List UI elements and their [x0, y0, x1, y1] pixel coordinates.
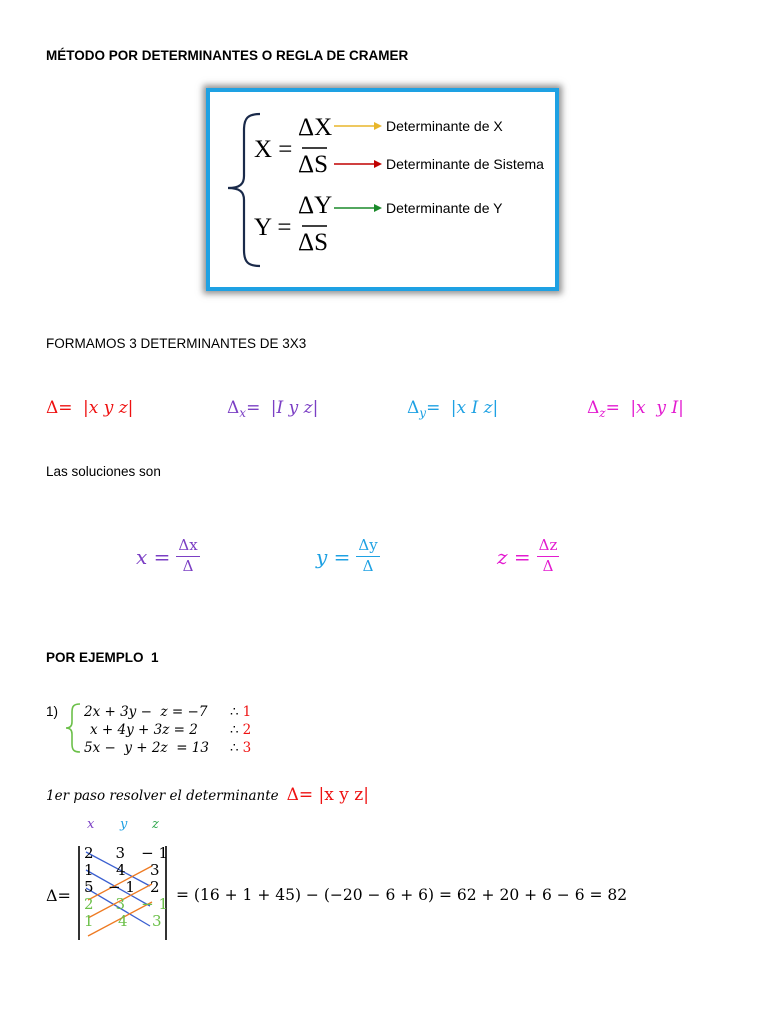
system-eq-2-therefore: ∴ — [230, 722, 239, 738]
paso1-text: 1er paso resolver el determinante — [46, 788, 279, 804]
matrix-cell: 5 — [84, 878, 94, 896]
matrix-cell: 3 — [150, 861, 160, 879]
paso1 — [46, 785, 369, 805]
cramer-rule-box — [206, 88, 559, 291]
det-delta-z-body: |x y I| — [630, 398, 684, 418]
matrix-row-2 — [84, 862, 168, 879]
det-delta-z-sub: z — [599, 406, 606, 421]
system-eq-2 — [84, 721, 264, 739]
matrix-cell: 2 — [84, 844, 94, 862]
det-delta-z-sym: Δ — [587, 398, 600, 418]
solution-y — [316, 538, 380, 575]
solution-y-fraction — [356, 538, 379, 575]
label-det-x: Determinante de X — [386, 118, 503, 134]
x-lhs: X = — [254, 136, 293, 163]
solution-z — [497, 538, 559, 575]
matrix-cell: − 1 — [108, 878, 135, 896]
matrix-cell: 1 — [84, 912, 94, 930]
solution-x-num: Δx — [178, 536, 198, 554]
det-delta — [46, 398, 133, 418]
matrix-row-3 — [84, 879, 168, 896]
matrix-cell: 3 — [115, 844, 126, 862]
x-numerator: ΔX — [298, 114, 333, 141]
solution-y-den: Δ — [362, 557, 374, 576]
det-delta-x-sym: Δ — [227, 398, 240, 418]
matrix-header-x: x — [87, 817, 95, 832]
cramer-diagram — [210, 92, 555, 287]
system-eq-2-number: 2 — [242, 722, 252, 738]
det-delta-sym: Δ= — [46, 398, 73, 418]
system-eq-3-text: 5x − y + 2z = 13 — [84, 740, 209, 756]
matrix-row-1 — [84, 845, 168, 862]
solution-x — [136, 538, 200, 575]
matrix-cell: − 1 — [141, 844, 168, 862]
solution-z-fraction — [537, 538, 560, 575]
det-delta-y-body: |x I z| — [450, 398, 499, 418]
system-eq-1-therefore: ∴ — [230, 704, 239, 720]
solution-x-lhs: x = — [136, 544, 171, 569]
matrix-header-y: y — [120, 817, 128, 832]
matrix-cell: 1 — [84, 861, 94, 879]
matrix-cell: 3 — [115, 895, 126, 913]
label-det-y: Determinante de Y — [386, 200, 503, 216]
system-eq-3 — [84, 739, 264, 757]
matrix-cell: 2 — [84, 895, 94, 913]
arrow-ds-head — [374, 160, 382, 168]
system-brace — [64, 702, 84, 754]
matrix-cell: 4 — [116, 861, 126, 879]
matrix-result: = (16 + 1 + 45) − (−20 − 6 + 6) = 62 + 20 + 6 − 6 = 82 — [176, 886, 628, 904]
solution-y-lhs: y = — [316, 544, 351, 569]
matrix-delta-label: Δ= — [46, 886, 71, 905]
system-eq-1-number: 1 — [242, 704, 252, 720]
system-eq-3-number: 3 — [242, 740, 252, 756]
solution-x-den: Δ — [182, 557, 194, 576]
matrix-repeat-row-1 — [84, 896, 168, 913]
matrix-cell: 3 — [152, 912, 162, 930]
matrix-cell: 4 — [118, 912, 128, 930]
det-delta-y-eq: = — [426, 398, 441, 418]
system-eq-1 — [84, 703, 264, 721]
det-delta-x — [227, 398, 318, 420]
y-denominator: ΔS — [298, 229, 328, 256]
det-delta-x-eq: = — [246, 398, 261, 418]
solution-z-lhs: z = — [497, 544, 531, 569]
solution-y-num: Δy — [358, 536, 378, 554]
arrow-dy-head — [374, 204, 382, 212]
system-eq-2-text: x + 4y + 3z = 2 — [90, 722, 198, 738]
solution-x-fraction — [176, 538, 199, 575]
page-title: MÉTODO POR DETERMINANTES O REGLA DE CRAMER — [46, 48, 409, 63]
solution-z-num: Δz — [538, 536, 558, 554]
matrix-cell: − 1 — [141, 895, 168, 913]
system-eq-3-therefore: ∴ — [230, 740, 239, 756]
y-lhs: Y = — [254, 214, 292, 241]
x-denominator: ΔS — [298, 151, 328, 178]
paso1-det: Δ= |x y z| — [286, 785, 369, 805]
system-equations — [84, 703, 264, 757]
det-delta-z — [587, 398, 684, 420]
det-delta-y-sym: Δ — [407, 398, 420, 418]
det-delta-x-body: |I y z| — [270, 398, 319, 418]
det-delta-z-eq: = — [605, 398, 620, 418]
formamos-heading: FORMAMOS 3 DETERMINANTES DE 3X3 — [46, 336, 307, 351]
matrix-repeat-row-2 — [84, 913, 168, 930]
arrow-dx-head — [374, 122, 382, 130]
matrix-header-z: z — [152, 817, 159, 832]
matrix-body — [84, 845, 168, 930]
soluciones-text: Las soluciones son — [46, 464, 161, 479]
det-delta-x-sub: x — [239, 406, 247, 421]
system-index: 1) — [46, 704, 59, 719]
det-delta-y — [407, 398, 498, 420]
y-numerator: ΔY — [298, 192, 333, 219]
solution-z-den: Δ — [542, 557, 554, 576]
matrix-cell: 2 — [150, 878, 160, 896]
system-eq-1-text: 2x + 3y − z = −7 — [84, 704, 208, 720]
ejemplo-heading: POR EJEMPLO 1 — [46, 650, 159, 665]
det-delta-y-sub: y — [419, 406, 427, 421]
det-delta-body: |x y z| — [82, 398, 134, 418]
label-det-system: Determinante de Sistema — [386, 156, 544, 172]
